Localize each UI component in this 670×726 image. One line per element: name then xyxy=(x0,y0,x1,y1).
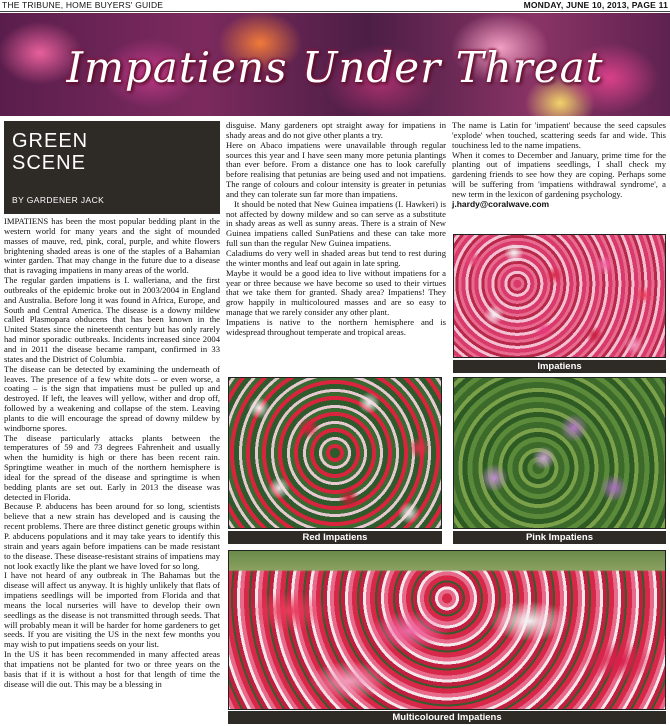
article-column-3 xyxy=(452,121,666,210)
paragraph: Impatiens is native to the northern hemisphere and is widespread throughout temperate and tropical areas. xyxy=(226,316,446,337)
paragraph: The disease particularly attacks plants between the temperatures of 59 and 73 degrees Fahrenheit and usually when the humidity is high or there has been recent rain. Springtime weather in much of the northern hemisphere is ideal for the spread of the disease and springtime is when bedding plants are set out. Early in 2013 the disease was detected in Florida. xyxy=(4,432,220,502)
pink-impatiens-caption: Pink Impatiens xyxy=(453,531,666,544)
byline: BY GARDENER JACK xyxy=(12,195,105,205)
impatiens-photo xyxy=(453,234,666,358)
publication-name: THE TRIBUNE, HOME BUYERS' GUIDE xyxy=(2,0,164,10)
paragraph: The disease can be detected by examining the underneath of leaves. The presence of a few white dots – or even worse, a coating – is the sign that impatiens must be pulled up and destroyed. If left, the leaves will yellow, wither and drop off, followed by a weakening and collapse of the stem. Leaving plants to die will encourage the spread of downy mildew by windborne spores. xyxy=(4,363,220,433)
title-banner xyxy=(0,13,670,116)
red-impatiens-caption: Red Impatiens xyxy=(228,531,442,544)
paragraph: IMPATIENS has been the most popular bedding plant in the western world for many years and the sight of mounded masses of mauve, red, pink, coral, purple, and white flowers brightening shaded areas is one of the staples of a Bahamian winter garden. That may change in the future due to a disease that is ravaging impatiens in many areas of the world. xyxy=(4,216,220,276)
column-heading-line-2: SCENE xyxy=(12,152,86,174)
paragraph: Caladiums do very well in shaded areas but tend to rest during the winter months and leaf out again in late spring. xyxy=(226,247,446,268)
paragraph: I have not heard of any outbreak in The Bahamas but the disease will affect us anyway. It is highly unlikely that flats of impatiens seedlings will be imported from Florida and that means the local nurseries will have to develop their own seedlings as the disease is not transmitted through seeds. That will probably mean it will be harder for home gardeners to get seeds. If you are visiting the US in the next few months you may wish to put impatiens seeds on your list. xyxy=(4,570,220,650)
page-header xyxy=(0,0,670,12)
paragraph: Because P. abducens has been around for so long, scientists believe that a new strain has developed and is causing the recent problems. There are three distinct genetic groups within P. abducens populations and it may take years to identify this strain and years again before impatiens can be made resistant to the disease. These disease-resistant strains of impatiens may not look exactly like the plant we have loved for so long. xyxy=(4,501,220,571)
date-page-number: MONDAY, JUNE 10, 2013, PAGE 11 xyxy=(523,0,668,10)
red-impatiens-photo xyxy=(228,377,442,529)
author-email: j.hardy@coralwave.com xyxy=(452,198,550,209)
pink-impatiens-photo xyxy=(453,377,666,529)
column-heading-line-1: GREEN xyxy=(12,130,89,152)
paragraph: The regular garden impatiens is I. walleriana, and the first outbreaks of the epidemic broke out in 2003/2004 in England and Australia. Before long it was found in Africa, Europe, and South and Central America. The disease is a downy mildew called Plasmopara obducens that has been known in the United States since the nineteenth century but has only rarely had minor sporadic outbreaks. Incidents increased since 2004 and in 2011 the disease became rampant, confirmed in 33 states and the District of Columbia. xyxy=(4,275,220,364)
paragraph: Maybe it would be a good idea to live without impatiens for a year or three because we have become so used to their virtues that we take them for granted. Shady area? Impatiens! They grow happily in multicoloured masses and are so easy to manage that we rarely consider any other plant. xyxy=(226,267,446,318)
column-heading-box xyxy=(4,121,220,214)
paragraph: The name is Latin for 'impatient' because the seed capsules 'explode' when touched, scattering seeds far and wide. This touchiness led to the name impatiens. xyxy=(452,120,666,150)
impatiens-caption: Impatiens xyxy=(453,360,666,373)
article-column-2 xyxy=(226,121,446,338)
multicoloured-impatiens-caption: Multicoloured Impatiens xyxy=(228,711,666,724)
multicoloured-impatiens-photo xyxy=(228,550,666,710)
article-column-1 xyxy=(4,121,220,690)
paragraph: When it comes to December and January, prime time for the planting out of impatiens seedlings, I shall check my gardening friends to see how they are coping. Perhaps some will be suffering from 'impatiens withdrawal syndrome', a new term in the lexicon of gardening psychology. xyxy=(452,149,666,199)
column-heading xyxy=(12,130,88,174)
paragraph: disguise. Many gardeners opt straight away for impatiens in shady areas and do not give other plants a try. xyxy=(226,120,446,140)
paragraph: Here on Abaco impatiens were unavailable through regular sources this year and I have seen many more petunia plantings than ever before. From a distance one has to look carefully before realising that petunias are being used and not impatiens. The range of colours and colour intensity is greater in petunias and they can tolerate sun far more than impatiens. xyxy=(226,139,446,199)
paragraph: In the US it has been recommended in many affected areas that impatiens not be planted for two or three years on the basis that if it is without a host for that length of time the disease will die out. This may be a blessing in xyxy=(4,649,220,689)
paragraph: It should be noted that New Guinea impatiens (I. Hawkeri) is not affected by downy mildew and so can serve as a substitute in shady areas as well as sunny areas. There is a strain of New Guinea impatiens called SunPatiens and these can take more full sun than the regular New Guinea impatiens. xyxy=(226,198,446,249)
article-title: Impatiens Under Threat xyxy=(66,43,604,92)
